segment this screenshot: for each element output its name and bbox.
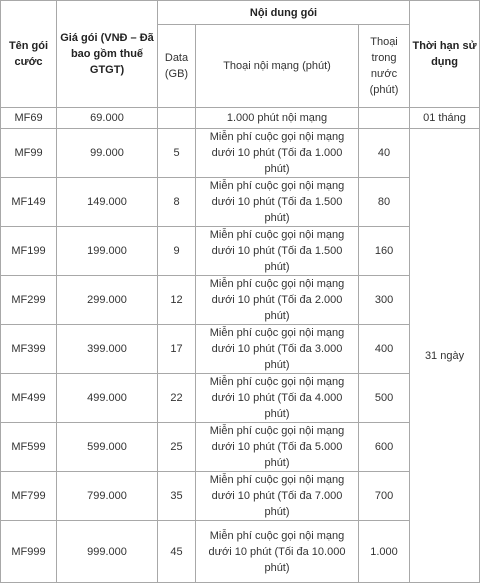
package-data: 8 (158, 178, 196, 227)
header-data: Data (GB) (158, 25, 196, 108)
table-row (1, 227, 480, 276)
package-price: 599.000 (57, 423, 158, 472)
package-name: MF69 (1, 108, 57, 129)
package-price: 149.000 (57, 178, 158, 227)
package-internal-call: Miễn phí cuộc gọi nội mạng dưới 10 phút (Tối đa 5.000 phút) (196, 423, 359, 472)
package-name: MF299 (1, 276, 57, 325)
header-internal-call: Thoại nội mạng (phút) (196, 25, 359, 108)
package-price: 399.000 (57, 325, 158, 374)
package-data: 25 (158, 423, 196, 472)
table-row (1, 129, 480, 178)
package-domestic-call: 40 (359, 129, 410, 178)
package-name: MF599 (1, 423, 57, 472)
package-validity: 01 tháng (410, 108, 480, 129)
package-domestic-call: 1.000 (359, 521, 410, 583)
table-row (1, 374, 480, 423)
table-row (1, 325, 480, 374)
package-internal-call: Miễn phí cuộc gọi nội mạng dưới 10 phút (Tối đa 1.500 phút) (196, 178, 359, 227)
table-row (1, 423, 480, 472)
package-domestic-call (359, 108, 410, 129)
package-internal-call: Miễn phí cuộc gọi nội mạng dưới 10 phút (Tối đa 1.500 phút) (196, 227, 359, 276)
table-row (1, 472, 480, 521)
package-internal-call: Miễn phí cuộc gọi nội mạng dưới 10 phút (Tối đa 1.000 phút) (196, 129, 359, 178)
package-domestic-call: 700 (359, 472, 410, 521)
package-internal-call: Miễn phí cuộc gọi nội mạng dưới 10 phút (Tối đa 7.000 phút) (196, 472, 359, 521)
package-domestic-call: 80 (359, 178, 410, 227)
table-row (1, 178, 480, 227)
package-price: 999.000 (57, 521, 158, 583)
package-name: MF149 (1, 178, 57, 227)
header-domestic-call: Thoại trong nước (phút) (359, 25, 410, 108)
package-domestic-call: 400 (359, 325, 410, 374)
package-name: MF799 (1, 472, 57, 521)
package-name: MF999 (1, 521, 57, 583)
package-data: 22 (158, 374, 196, 423)
package-price: 799.000 (57, 472, 158, 521)
package-name: MF399 (1, 325, 57, 374)
header-package-content: Nội dung gói (158, 1, 410, 25)
package-validity: 31 ngày (410, 129, 480, 583)
package-internal-call: Miễn phí cuộc gọi nội mạng dưới 10 phút (Tối đa 4.000 phút) (196, 374, 359, 423)
package-price: 99.000 (57, 129, 158, 178)
package-data: 12 (158, 276, 196, 325)
package-domestic-call: 160 (359, 227, 410, 276)
package-name: MF499 (1, 374, 57, 423)
table-row (1, 276, 480, 325)
table-row (1, 521, 480, 583)
package-data: 9 (158, 227, 196, 276)
table-row (1, 108, 480, 129)
package-internal-call: Miễn phí cuộc gọi nội mạng dưới 10 phút (Tối đa 3.000 phút) (196, 325, 359, 374)
package-domestic-call: 300 (359, 276, 410, 325)
package-internal-call: Miễn phí cuộc gọi nội mạng dưới 10 phút (Tối đa 10.000 phút) (196, 521, 359, 583)
package-data: 45 (158, 521, 196, 583)
header-package-price: Giá gói (VNĐ – Đã bao gồm thuế GTGT) (57, 1, 158, 108)
package-data (158, 108, 196, 129)
package-price: 499.000 (57, 374, 158, 423)
package-data: 17 (158, 325, 196, 374)
package-name: MF199 (1, 227, 57, 276)
package-price: 69.000 (57, 108, 158, 129)
package-name: MF99 (1, 129, 57, 178)
header-validity: Thời hạn sử dụng (410, 1, 480, 108)
package-price: 299.000 (57, 276, 158, 325)
header-package-name: Tên gói cước (1, 1, 57, 108)
package-data: 5 (158, 129, 196, 178)
package-internal-call: 1.000 phút nội mạng (196, 108, 359, 129)
package-internal-call: Miễn phí cuộc gọi nội mạng dưới 10 phút (Tối đa 2.000 phút) (196, 276, 359, 325)
package-domestic-call: 600 (359, 423, 410, 472)
package-price: 199.000 (57, 227, 158, 276)
package-domestic-call: 500 (359, 374, 410, 423)
package-data: 35 (158, 472, 196, 521)
